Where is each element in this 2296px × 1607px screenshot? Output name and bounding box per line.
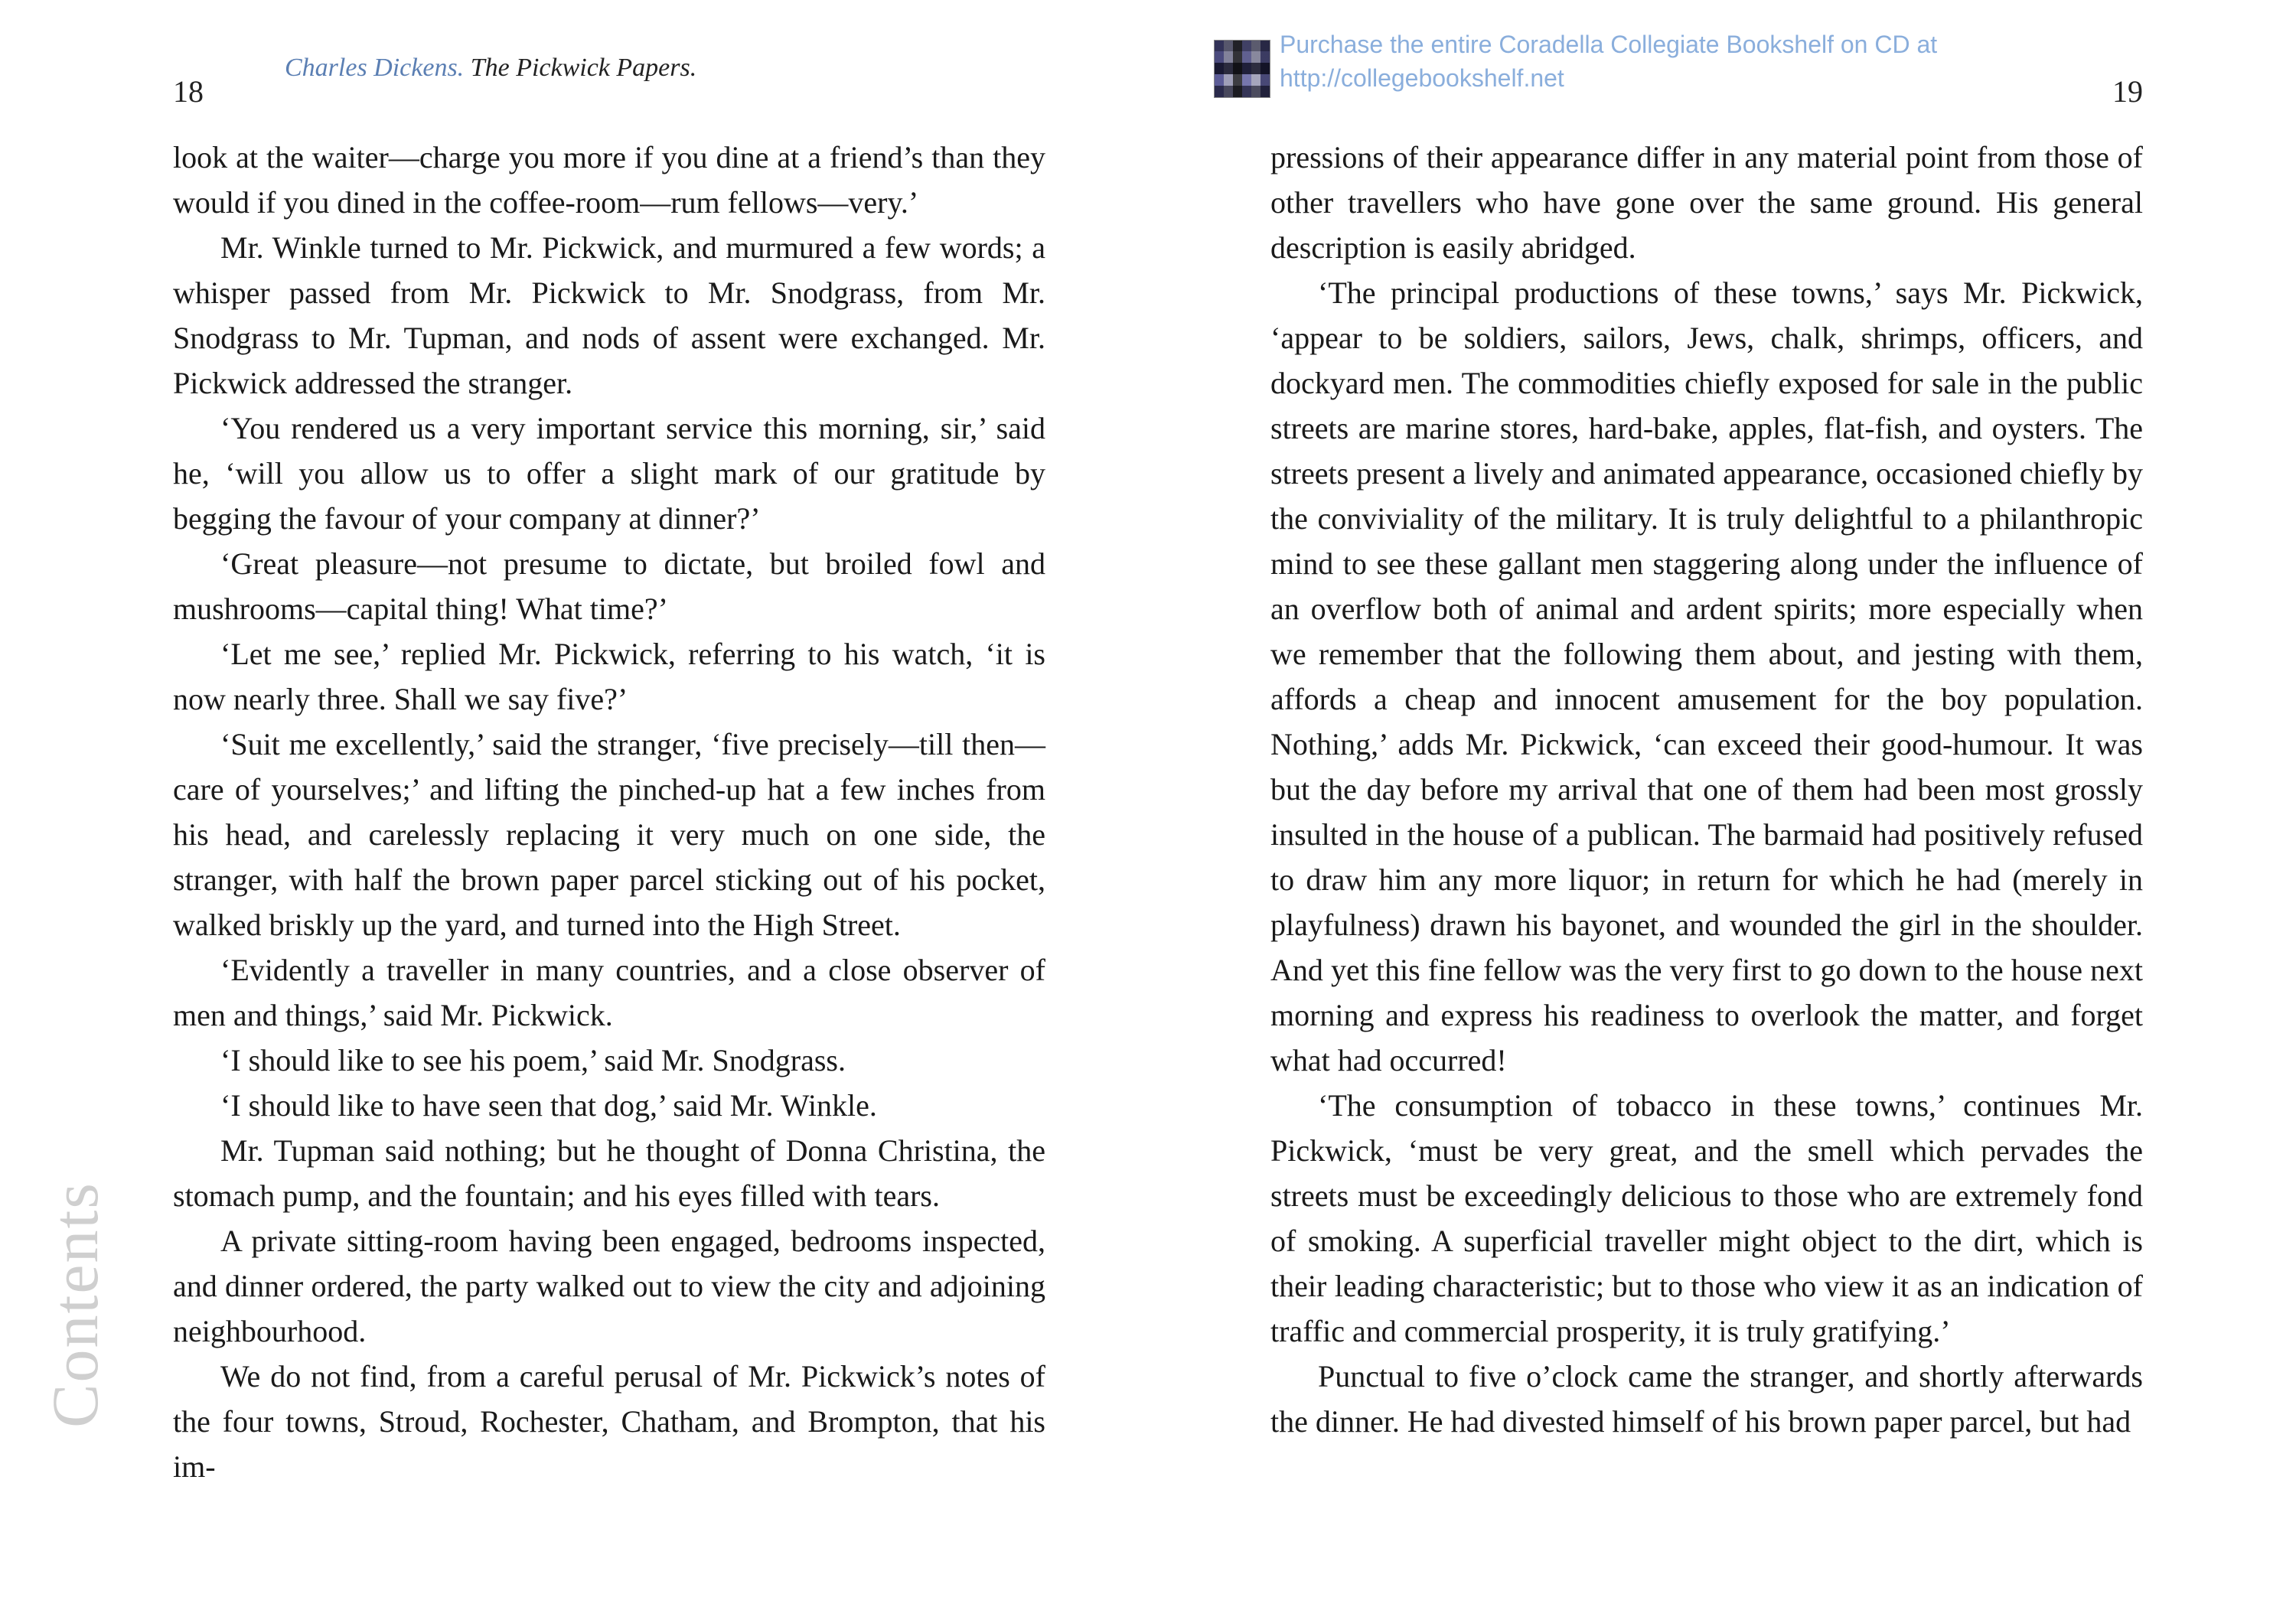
promo-line-1[interactable]: Purchase the entire Coradella Collegiate Bookshelf on CD at [1280,31,1938,58]
page-number-right: 19 [2112,74,2143,109]
running-head-title: The Pickwick Papers. [470,54,697,82]
promo-link[interactable] [1280,28,1937,95]
paragraph: We do not find, from a careful perusal of Mr. Pickwick’s notes of the four towns, Stroud, Rochester, Chatham, and Brompton, that his im- [173,1359,1045,1484]
contents-tab[interactable]: Contents [38,1182,112,1428]
paragraph: ‘You rendered us a very important service this morning, sir,’ said he, ‘will you allow us to offer a slight mark of our gratitude by begging the favour of your company at dinner?’ [173,411,1045,536]
running-head-author[interactable]: Charles Dickens. [285,54,465,82]
page-number-left: 18 [173,74,204,109]
running-head [285,54,696,83]
paragraph: A private sitting-room having been engaged, bedrooms inspected, and dinner ordered, the party walked out to view the city and adjoining neighbourhood. [173,1224,1045,1348]
right-page-body [1270,135,2143,1444]
paragraph: Punctual to five o’clock came the stranger, and shortly afterwards the dinner. He had divested himself of his brown paper parcel, but had [1270,1359,2143,1439]
left-page-body [173,135,1045,1489]
right-page [1148,0,2296,1607]
paragraph: ‘I should like to have seen that dog,’ said Mr. Winkle. [220,1088,877,1123]
paragraph: ‘The consumption of tobacco in these towns,’ continues Mr. Pickwick, ‘must be very great, and the smell which pervades the streets must be exceedingly delicious to those who are extremely fond of smoking. A superficial traveller might object to the dirt, which is their leading characteristic; but to those who view it as an indication of traffic and commercial prosperity, it is truly gratifying.’ [1270,1088,2143,1348]
paragraph: ‘Great pleasure—not presume to dictate, but broiled fowl and mushrooms—capital thing! What time?’ [173,546,1045,626]
paragraph: Mr. Tupman said nothing; but he thought of Donna Christina, the stomach pump, and the fountain; and his eyes filled with tears. [173,1133,1045,1213]
paragraph: Mr. Winkle turned to Mr. Pickwick, and murmured a few words; a whisper passed from Mr. Pickwick to Mr. Snodgrass, from Mr. Snodgrass to Mr. Tupman, and nods of assent were exchanged. Mr. Pickwick addressed the stranger. [173,230,1045,400]
paragraph: ‘The principal productions of these towns,’ says Mr. Pickwick, ‘appear to be soldiers, sailors, Jews, chalk, shrimps, officers, and dockyard men. The commodities chiefly exposed for sale in the public streets are marine stores, hard-bake, apples, flat-fish, and oysters. The streets present a lively and animated appearance, occasioned chiefly by the conviviality of the military. It is truly delightful to a philanthropic mind to see these gallant men staggering along under the influence of an overflow both of animal and ardent spirits; more especially when we remember that the following them about, and jesting with them, affords a cheap and innocent amusement for the boy population. Nothing,’ adds Mr. Pickwick, ‘can exceed their good-humour. It was but the day before my arrival that one of them had been most grossly insulted in the house of a publican. The barmaid had positively refused to draw him any more liquor; in return for which he had (merely in playfulness) drawn his bayonet, and wounded the girl in the shoulder. And yet this fine fellow was the very first to go down to the house next morning and express his readiness to overlook the matter, and forget what had occurred! [1270,275,2143,1077]
paragraph: look at the waiter—charge you more if you dine at a friend’s than they would if you dined in the coffee-room—rum fellows—very.’ [173,140,1045,220]
paragraph: ‘Evidently a traveller in many countries, and a close observer of men and things,’ said Mr. Pickwick. [173,953,1045,1032]
paragraph: ‘I should like to see his poem,’ said Mr. Snodgrass. [220,1043,846,1077]
promo-line-2[interactable]: http://collegebookshelf.net [1280,64,1564,92]
promo-banner[interactable] [1214,28,1937,98]
paragraph: ‘Suit me excellently,’ said the stranger, ‘five precisely—till then—care of yourselves;’ and lifting the pinched-up hat a few inches from his head, and carelessly replacing it very much on one side, the stranger, with half the brown paper parcel sticking out of his pocket, walked briskly up the yard, and turned into the High Street. [173,727,1045,942]
paragraph: ‘Let me see,’ replied Mr. Pickwick, referring to his watch, ‘it is now nearly three. Shall we say five?’ [173,637,1045,716]
paragraph: pressions of their appearance differ in any material point from those of other travellers who have gone over the same ground. His general description is easily abridged. [1270,140,2143,265]
cd-icon[interactable] [1214,40,1270,98]
